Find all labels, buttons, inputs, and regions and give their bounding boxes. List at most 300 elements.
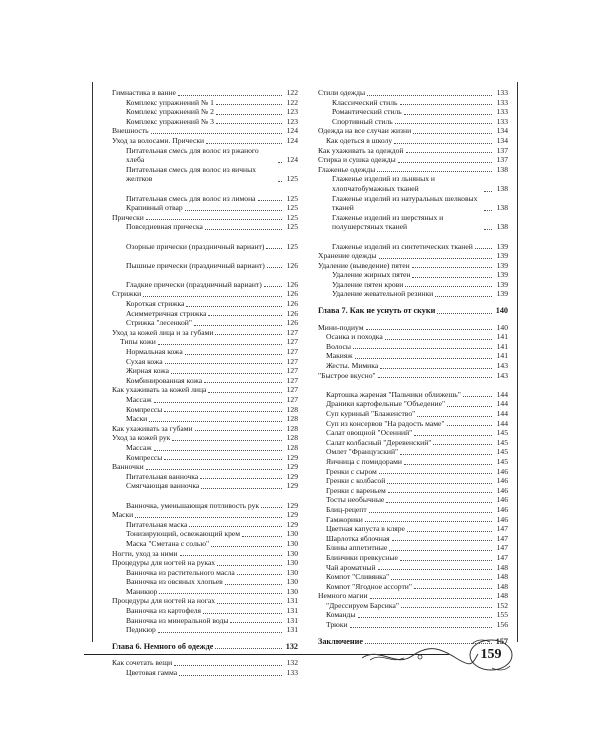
toc-entry <box>112 462 298 472</box>
toc-dot-leader <box>391 579 492 580</box>
toc-dot-leader <box>387 483 492 484</box>
toc-dot-leader <box>216 114 282 115</box>
toc-entry <box>112 529 298 539</box>
toc-entry-page: 126 <box>286 299 298 309</box>
toc-chapter-entry <box>318 306 508 316</box>
toc-entry-page: 133 <box>496 97 508 107</box>
toc-entry-title: Цветная капуста в кляре <box>326 524 405 534</box>
toc-entry-title: Маникюр <box>126 586 158 596</box>
toc-dot-leader <box>208 315 282 316</box>
toc-entry-title: Блины аппетитные <box>326 543 388 553</box>
toc-dot-leader <box>143 296 282 297</box>
toc-entry-page: 144 <box>496 399 508 409</box>
toc-entry <box>318 323 508 333</box>
toc-entry-title: Компрессы <box>126 404 163 414</box>
toc-entry-page: 130 <box>286 577 298 587</box>
toc-entry-title: Хранение одежды <box>318 251 377 261</box>
toc-entry-title: Озорные прически (праздничный вариант) <box>126 241 265 251</box>
toc-dot-leader <box>203 613 282 614</box>
toc-dot-leader <box>237 574 282 575</box>
toc-dot-leader <box>370 598 492 599</box>
toc-entry <box>318 251 508 261</box>
footer-ornament-icon <box>360 642 480 672</box>
toc-entry-title: Процедуры для ногтей на ногах <box>112 596 216 606</box>
toc-entry <box>318 563 508 573</box>
toc-dot-leader <box>435 296 492 297</box>
toc-dot-leader <box>215 334 282 335</box>
toc-entry-title: Массаж <box>126 395 152 404</box>
toc-entry-page: 144 <box>496 418 508 428</box>
toc-entry <box>112 337 298 347</box>
toc-entry <box>112 376 298 386</box>
toc-entry-page: 133 <box>496 107 508 117</box>
toc-entry-title: Глаженье изделий из синтетических тканей <box>332 241 473 251</box>
toc-entry-page: 125 <box>286 193 298 203</box>
toc-entry-page: 129 <box>286 462 298 472</box>
toc-entry-title: Осанка и походка <box>326 332 383 342</box>
toc-dot-leader <box>208 392 282 393</box>
toc-entry-title: Короткая стрижка <box>126 299 185 309</box>
toc-entry-page: 128 <box>286 433 298 443</box>
toc-dot-leader <box>413 133 492 134</box>
toc-entry-title: Ванночки <box>112 462 144 472</box>
toc-entry <box>112 88 298 98</box>
toc-entry <box>318 591 508 601</box>
toc-dot-leader <box>400 104 493 105</box>
toc-dot-leader <box>174 665 282 666</box>
toc-entry <box>112 251 298 270</box>
toc-dot-leader <box>261 507 282 508</box>
toc-entry <box>112 126 298 136</box>
toc-dot-leader <box>158 344 282 345</box>
toc-entry <box>318 270 508 280</box>
toc-entry-page: 122 <box>286 88 298 97</box>
toc-entry-page: 139 <box>496 251 508 261</box>
toc-entry <box>112 539 298 549</box>
toc-dot-leader <box>165 363 282 364</box>
toc-dot-leader <box>194 325 282 326</box>
toc-entry-title: Стрижка "лесенкой" <box>126 318 192 328</box>
toc-entry <box>112 453 298 463</box>
toc-entry-page: 123 <box>286 107 298 117</box>
toc-entry-page: 155 <box>496 610 508 620</box>
toc-entry-page: 127 <box>286 395 298 404</box>
toc-entry-title: Маска "Сметана с солью" <box>126 538 210 548</box>
toc-entry-page: 127 <box>286 375 298 385</box>
toc-dot-leader <box>267 267 282 268</box>
toc-dot-leader <box>404 464 492 465</box>
toc-entry <box>318 505 508 515</box>
toc-entry <box>318 572 508 582</box>
toc-entry-page: 145 <box>496 456 508 466</box>
toc-entry <box>112 184 298 203</box>
toc-entry-title: Шарлотка яблочная <box>326 533 390 543</box>
toc-entry-title: Картошка жареная "Пальчики оближешь" <box>326 389 461 399</box>
toc-entry-page: 152 <box>496 600 508 610</box>
toc-entry <box>112 318 298 328</box>
toc-entry-title: Смягчающая ванночка <box>126 481 200 491</box>
toc-entry-title: Жесты. Мимика <box>326 361 379 371</box>
toc-entry-page: 131 <box>286 596 298 606</box>
toc-entry-title: Гладкие прически (праздничный вариант) <box>126 279 262 289</box>
toc-dot-leader <box>179 675 282 676</box>
left-margin-rule <box>92 82 93 642</box>
toc-entry-title: Повседневная прическа <box>126 222 203 232</box>
toc-entry-title: Гренки с вареньем <box>326 485 386 495</box>
toc-entry-page: 147 <box>496 552 508 562</box>
toc-dot-leader <box>146 219 282 220</box>
toc-entry-page: 132 <box>285 641 298 651</box>
toc-entry <box>112 568 298 578</box>
toc-entry-page: 137 <box>496 145 508 155</box>
toc-entry-page: 133 <box>496 116 508 126</box>
toc-entry-page: 146 <box>496 485 508 495</box>
toc-entry-page: 147 <box>496 524 508 534</box>
toc-entry-page: 125 <box>286 212 298 222</box>
toc-entry-page: 127 <box>286 337 298 347</box>
toc-entry <box>318 582 508 592</box>
toc-dot-leader <box>206 143 282 144</box>
toc-entry <box>112 481 298 491</box>
toc-dot-leader <box>394 143 492 144</box>
toc-entry-page: 130 <box>286 567 298 577</box>
toc-entry-page: 129 <box>286 500 298 510</box>
toc-entry-title: Глаженье изделий из натуральных шелковых тканей <box>332 193 478 213</box>
toc-entry-title: Стрижки <box>112 289 142 299</box>
toc-entry <box>318 534 508 544</box>
toc-entry-page: 141 <box>496 341 508 351</box>
toc-entry <box>112 270 298 289</box>
toc-dot-leader <box>389 550 492 551</box>
toc-dot-leader <box>395 123 492 124</box>
toc-dot-leader <box>447 425 492 426</box>
toc-dot-leader <box>405 286 492 287</box>
toc-dot-leader <box>358 617 493 618</box>
toc-entry-title: Крапивный отвар <box>126 203 183 213</box>
toc-dot-leader <box>185 210 282 211</box>
toc-entry-page: 130 <box>286 558 298 568</box>
toc-entry-page: 133 <box>496 88 508 97</box>
toc-entry <box>318 107 508 117</box>
toc-entry-title: Маски <box>112 510 134 520</box>
toc-entry-title: Стили одежды <box>318 88 366 97</box>
toc-dot-leader <box>164 459 282 460</box>
toc-entry <box>318 486 508 496</box>
toc-entry-page: 126 <box>286 308 298 318</box>
toc-entry-page: 139 <box>496 279 508 289</box>
page-number: 159 <box>480 647 502 662</box>
toc-entry <box>112 136 298 146</box>
toc-dot-leader <box>412 277 492 278</box>
toc-entry-page: 128 <box>286 442 298 452</box>
toc-dot-leader <box>201 488 282 489</box>
toc-entry-title: Удаление пятен крови <box>332 279 404 289</box>
toc-dot-leader <box>172 440 282 441</box>
toc-dot-leader <box>417 416 492 417</box>
toc-entry <box>318 428 508 438</box>
toc-entry-title: Салат колбасный "Деревенский" <box>326 437 432 447</box>
toc-dot-leader <box>200 478 282 479</box>
toc-entry-title: Блиц-рецепт <box>326 504 367 514</box>
toc-entry-title: Классический стиль <box>332 97 398 107</box>
toc-entry <box>318 232 508 251</box>
toc-entry <box>318 88 508 98</box>
toc-entry-title: Удаление (выведение) пятен <box>318 260 410 270</box>
toc-entry-title: Питательная смесь для волос из ржаного хлеба <box>126 145 259 165</box>
toc-entry-page: 146 <box>496 514 508 524</box>
toc-entry-page: 124 <box>286 126 298 136</box>
toc-entry-page: 126 <box>286 318 298 328</box>
toc-entry-title: Процедуры для ногтей на руках <box>112 558 216 568</box>
toc-entry <box>318 165 508 175</box>
toc-entry-title: Питательная смесь для волос из лимона <box>126 193 256 203</box>
toc-entry-title: Глава 6. Немного об одежде <box>112 641 214 651</box>
toc-entry-page: 130 <box>286 586 298 596</box>
toc-entry-title: Ногти, уход за ними <box>112 548 178 558</box>
toc-dot-leader <box>392 540 492 541</box>
toc-entry-page: 129 <box>286 452 298 462</box>
toc-entry-page: 129 <box>286 519 298 529</box>
toc-entry-title: Яичница с помидорами <box>326 456 402 466</box>
toc-entry-page: 125 <box>286 222 298 232</box>
toc-dot-leader <box>484 229 492 230</box>
toc-entry-title: Как ухаживать за одеждой <box>318 145 404 155</box>
toc-entry <box>318 380 508 399</box>
toc-chapter-entry <box>112 642 298 652</box>
toc-entry-title: Глаженье изделий из шерстяных и полушерстяных тканей <box>332 212 444 232</box>
toc-dot-leader <box>171 373 282 374</box>
toc-entry <box>318 174 508 193</box>
toc-entry-title: Уход за кожей рук <box>112 433 171 443</box>
toc-entry-title: Питательная маска <box>126 519 188 529</box>
toc-dot-leader <box>378 377 492 378</box>
toc-dot-leader <box>158 632 282 633</box>
toc-entry <box>318 351 508 361</box>
toc-dot-leader <box>215 648 282 649</box>
toc-entry-page: 156 <box>496 620 508 630</box>
toc-entry <box>318 399 508 409</box>
toc-entry-title: Заключение <box>318 636 363 646</box>
toc-entry-page: 140 <box>496 322 508 332</box>
toc-entry-page: 141 <box>496 332 508 342</box>
toc-entry-title: Комплекс упражнений № 1 <box>126 97 214 107</box>
toc-entry-title: Питательная смесь для волос из яичных желтков <box>126 164 256 184</box>
toc-dot-leader <box>242 536 282 537</box>
toc-entry <box>318 342 508 352</box>
toc-entry-page: 126 <box>286 279 298 289</box>
toc-entry <box>318 476 508 486</box>
toc-entry <box>318 447 508 457</box>
toc-entry-page: 127 <box>286 356 298 366</box>
toc-entry-title: Маски <box>126 414 148 424</box>
toc-entry-page: 148 <box>496 591 508 601</box>
toc-entry <box>112 203 298 213</box>
toc-dot-leader <box>377 171 492 172</box>
toc-entry-title: Суп куриный "Блаженство" <box>326 409 416 418</box>
toc-entry <box>112 289 298 299</box>
toc-entry <box>318 261 508 271</box>
toc-entry-page: 148 <box>496 581 508 591</box>
toc-entry-title: Гренки с колбасой <box>326 476 386 486</box>
toc-entry-page: 128 <box>286 404 298 414</box>
toc-dot-leader <box>154 402 282 403</box>
toc-entry-title: Комплекс упражнений № 3 <box>126 116 214 126</box>
toc-entry-title: Глаженье одежды <box>318 164 376 174</box>
toc-entry-title: Цветовая гамма <box>126 668 178 678</box>
toc-entry-title: Спортивный стиль <box>332 116 393 126</box>
toc-dot-leader <box>159 593 282 594</box>
toc-entry-page: 148 <box>496 562 508 572</box>
toc-entry-title: Как ухаживать за губами <box>112 423 193 433</box>
toc-dot-leader <box>266 248 282 249</box>
toc-entry-title: Ванночка, уменьшающая потливость рук <box>126 500 260 510</box>
toc-entry <box>112 472 298 482</box>
toc-entry-page: 145 <box>496 428 508 438</box>
toc-entry <box>318 601 508 611</box>
toc-entry <box>112 596 298 606</box>
toc-entry-page: 145 <box>496 447 508 457</box>
toc-entry <box>318 136 508 146</box>
toc-entry <box>112 328 298 338</box>
toc-entry-title: Как сочетать вещи <box>112 658 173 668</box>
toc-entry-title: Волосы <box>326 341 352 351</box>
toc-entry-page: 145 <box>496 437 508 447</box>
toc-entry-page: 134 <box>496 135 508 145</box>
toc-entry-title: Внешность <box>112 126 149 136</box>
toc-entry-title: Драники картофельные "Объедение" <box>326 399 446 409</box>
toc-dot-leader <box>149 421 282 422</box>
toc-entry-title: Уход за кожей лица и за губами <box>112 327 214 337</box>
toc-entry <box>112 414 298 424</box>
toc-dot-leader <box>367 95 492 96</box>
toc-entry-title: Как ухаживать за кожей лица <box>112 385 207 395</box>
toc-entry <box>112 658 298 668</box>
toc-entry-title: "Быстрое вкусно" <box>318 370 376 380</box>
toc-entry <box>112 213 298 223</box>
toc-entry-title: Ванночка из овсяных хлопьев <box>126 577 223 587</box>
toc-dot-leader <box>217 565 282 566</box>
toc-entry-page: 146 <box>496 504 508 514</box>
toc-entry <box>318 98 508 108</box>
toc-entry-page: 125 <box>286 203 298 213</box>
toc-dot-leader <box>401 607 492 608</box>
toc-entry-page: 124 <box>286 135 298 145</box>
toc-entry-page: 133 <box>286 668 298 678</box>
toc-dot-leader <box>185 354 282 355</box>
toc-entry-title: Одежда на все случаи жизни <box>318 126 412 136</box>
toc-entry-title: Гамжорики <box>326 514 363 524</box>
toc-dot-leader <box>484 210 492 211</box>
toc-entry-page: 128 <box>286 423 298 433</box>
toc-entry-title: Глава 7. Как не уснуть от скуки <box>318 306 436 316</box>
toc-entry <box>112 520 298 530</box>
toc-dot-leader <box>189 526 282 527</box>
toc-entry-page: 143 <box>496 370 508 380</box>
toc-entry <box>318 194 508 213</box>
toc-entry-page: 146 <box>496 466 508 476</box>
toc-entry-page: 129 <box>286 481 298 491</box>
toc-entry-page: 139 <box>496 260 508 270</box>
toc-entry <box>112 299 298 309</box>
toc-right-column <box>318 88 508 653</box>
toc-entry-page: 138 <box>496 164 508 174</box>
toc-dot-leader <box>164 411 282 412</box>
toc-entry-title: Стирка и сушка одежды <box>318 155 396 165</box>
toc-entry-page: 131 <box>286 615 298 625</box>
toc-entry-title: Нормальная кожа <box>126 347 183 357</box>
toc-entry-title: Глаженье изделий из льняных и хлопчатобумажных тканей <box>332 174 435 193</box>
toc-entry-title: Тосты необычные <box>326 495 385 505</box>
toc-entry-page: 127 <box>286 327 298 337</box>
toc-entry-page: 140 <box>495 306 508 316</box>
toc-entry-page: 139 <box>496 289 508 299</box>
toc-entry-page: 147 <box>496 543 508 553</box>
toc-dot-leader <box>475 248 492 249</box>
toc-entry-title: Сухая кожа <box>126 356 163 366</box>
toc-entry-title: Педикюр <box>126 625 156 635</box>
toc-entry-title: Омлет "Французский" <box>326 447 399 457</box>
toc-entry-page: 139 <box>496 241 508 251</box>
toc-entry-page: 130 <box>286 529 298 539</box>
toc-entry <box>112 117 298 127</box>
toc-dot-leader <box>398 162 492 163</box>
toc-entry <box>318 543 508 553</box>
toc-entry <box>318 361 508 371</box>
toc-left-column <box>112 88 298 678</box>
toc-entry <box>318 280 508 290</box>
toc-dot-leader <box>379 473 492 474</box>
toc-entry-title: Комбинированная кожа <box>126 375 203 385</box>
toc-dot-leader <box>355 358 492 359</box>
toc-entry-page: 127 <box>286 347 298 357</box>
toc-dot-leader <box>353 348 492 349</box>
toc-entry <box>112 98 298 108</box>
toc-dot-leader <box>404 114 492 115</box>
toc-dot-leader <box>406 152 493 153</box>
toc-entry-title: Асимметричная стрижка <box>126 308 207 318</box>
toc-dot-leader <box>204 382 282 383</box>
toc-entry <box>318 117 508 127</box>
toc-entry <box>318 146 508 156</box>
toc-entry-page: 127 <box>286 385 298 395</box>
toc-entry-page: 134 <box>496 126 508 136</box>
toc-dot-leader <box>369 512 492 513</box>
toc-entry <box>112 222 298 232</box>
toc-dot-leader <box>388 492 492 493</box>
toc-entry-page: 130 <box>286 538 298 548</box>
toc-dot-leader <box>400 454 492 455</box>
toc-entry-page: 123 <box>286 116 298 126</box>
toc-entry-title: Массаж <box>126 442 152 452</box>
toc-entry <box>318 457 508 467</box>
toc-dot-leader <box>264 286 282 287</box>
toc-entry-page: 122 <box>286 97 298 107</box>
toc-dot-leader <box>278 181 282 182</box>
toc-entry <box>318 332 508 342</box>
toc-dot-leader <box>216 104 282 105</box>
toc-dot-leader <box>385 339 492 340</box>
toc-dot-leader <box>135 517 282 518</box>
toc-dot-leader <box>146 469 282 470</box>
toc-entry <box>112 309 298 319</box>
toc-entry <box>318 371 508 381</box>
toc-dot-leader <box>412 267 492 268</box>
toc-entry-page: 125 <box>286 174 298 184</box>
toc-entry <box>112 587 298 597</box>
toc-dot-leader <box>447 406 492 407</box>
toc-entry-title: Питательная ванночка <box>126 471 199 481</box>
toc-entry-title: Салат овощной "Осенний" <box>326 428 413 438</box>
